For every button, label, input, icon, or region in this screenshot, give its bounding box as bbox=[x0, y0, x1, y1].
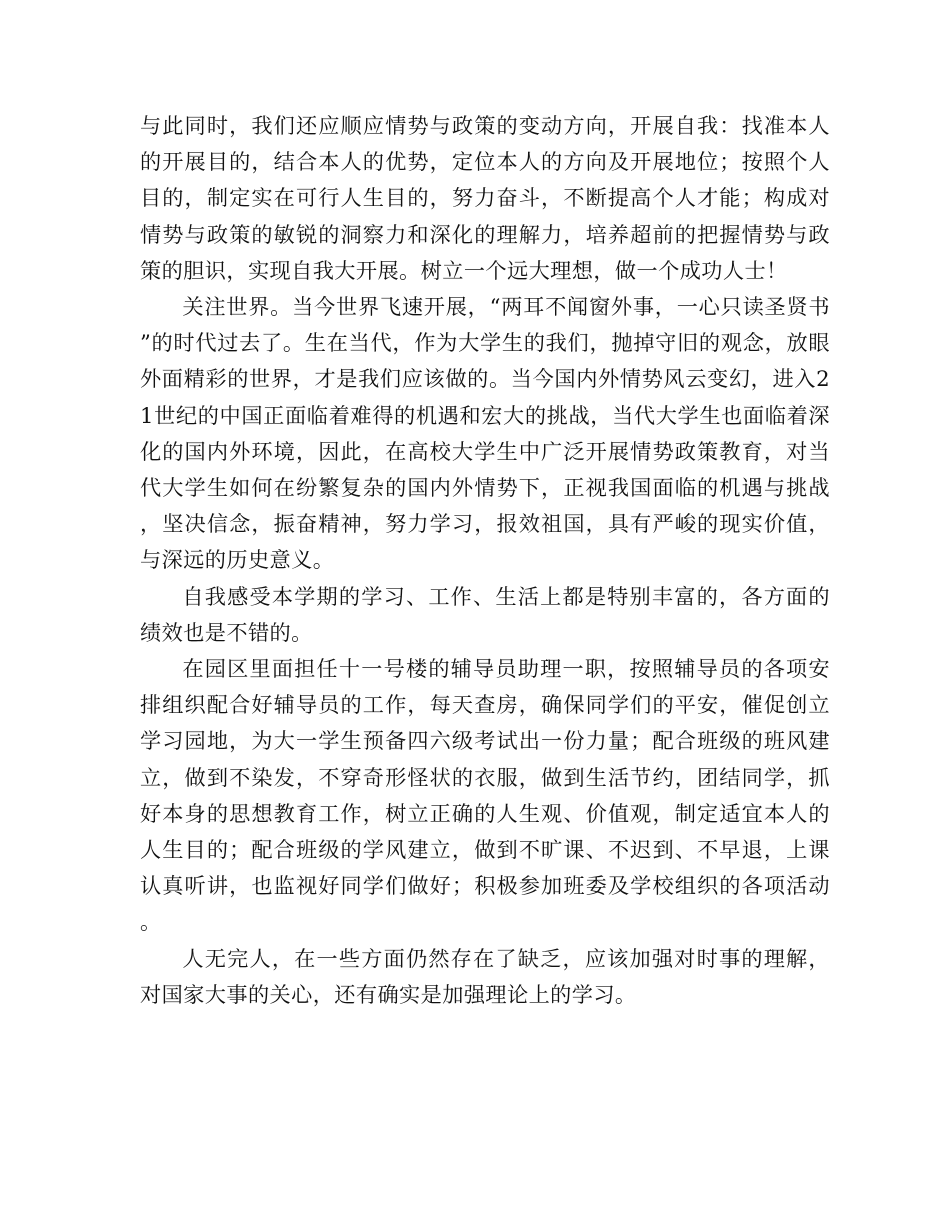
paragraph-3: 自我感受本学期的学习、工作、生活上都是特别丰富的，各方面的绩效也是不错的。 bbox=[140, 583, 830, 645]
document-body bbox=[140, 108, 830, 1013]
paragraph-5: 人无完人，在一些方面仍然存在了缺乏，应该加强对时事的理解，对国家大事的关心，还有确实是加强理论上的学习。 bbox=[140, 945, 830, 1007]
paragraph-2: 关注世界。当今世界飞速开展，“两耳不闻窗外事，一心只读圣贤书”的时代过去了。生在当代，作为大学生的我们，抛掉守旧的观念，放眼外面精彩的世界，才是我们应该做的。当今国内外情势风云变幻，进入21世纪的中国正面临着难得的机遇和宏大的挑战，当代大学生也面临着深化的国内外环境，因此，在高校大学生中广泛开展情势政策教育，对当代大学生如何在纷繁复杂的国内外情势下，正视我国面临的机遇与挑战，坚决信念，振奋精神，努力学习，报效祖国，具有严峻的现实价值，与深远的历史意义。 bbox=[140, 294, 830, 573]
paragraph-1: 与此同时，我们还应顺应情势与政策的变动方向，开展自我：找准本人的开展目的，结合本人的优势，定位本人的方向及开展地位；按照个人目的，制定实在可行人生目的，努力奋斗，不断提高个人才能；构成对情势与政策的敏锐的洞察力和深化的理解力，培养超前的把握情势与政策的胆识，实现自我大开展。树立一个远大理想，做一个成功人士！ bbox=[140, 113, 830, 283]
paragraph-4: 在园区里面担任十一号楼的辅导员助理一职，按照辅导员的各项安排组织配合好辅导员的工作，每天查房，确保同学们的平安，催促创立学习园地，为大一学生预备四六级考试出一份力量；配合班级的班风建立，做到不染发，不穿奇形怪状的衣服，做到生活节约，团结同学，抓好本身的思想教育工作，树立正确的人生观、价值观，制定适宜本人的人生目的；配合班级的学风建立，做到不旷课、不迟到、不早退，上课认真听讲，也监视好同学们做好；积极参加班委及学校组织的各项活动。 bbox=[140, 656, 830, 935]
